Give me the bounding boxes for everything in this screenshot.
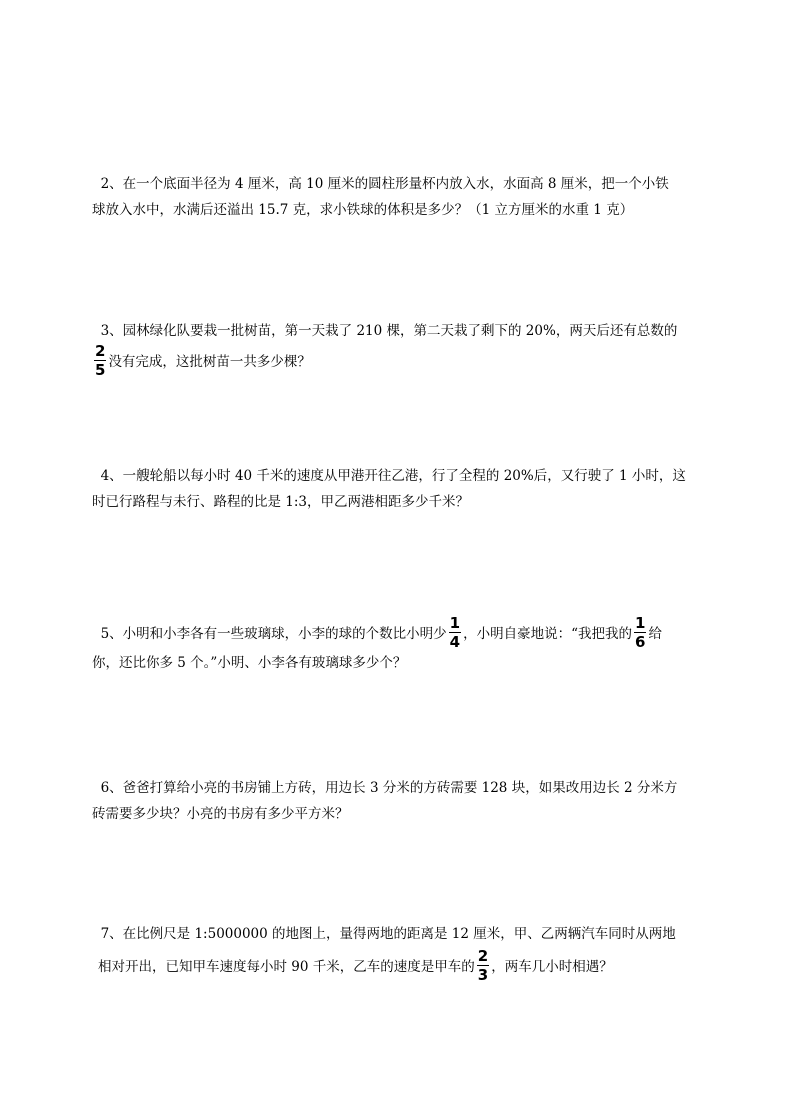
fraction-two-thirds (477, 948, 489, 983)
problem-7-line-2-b: ，两车几小时相遇？ (491, 959, 613, 975)
problem-6 (94, 775, 694, 827)
fraction-one-quarter (449, 615, 461, 650)
problem-5 (94, 614, 694, 680)
problem-3-line-2 (92, 344, 692, 380)
problem-7-line-2 (98, 947, 698, 987)
problem-5-line-1-a: 5、小明和小李各有一些玻璃球，小李的球的个数比小明少 (92, 626, 447, 642)
problem-6-line-2: 砖需要多少块？小亮的书房有多少平方米？ (92, 806, 349, 822)
problem-7-line-2-a: 相对开出，已知甲车速度每小时 90 千米，乙车的速度是甲车的 (98, 959, 475, 975)
problem-4 (94, 463, 694, 515)
problem-2-line-2: 球放入水中，水满后还溢出 15.7 克，求小铁球的体积是多少？（1 立方厘米的水重 1 克） (92, 202, 634, 218)
problem-5-line-1-c: 给 (648, 626, 662, 642)
problem-5-line-2: 你，还比你多 5 个。”小明、小李各有玻璃球多少个？ (92, 655, 407, 671)
fraction-two-fifths (94, 343, 106, 378)
fraction-numerator: 1 (449, 614, 461, 632)
problem-6-line-1: 6、爸爸打算给小亮的书房铺上方砖，用边长 3 分米的方砖需要 128 块，如果改用边长 2 分米方 (92, 780, 678, 796)
problem-3 (94, 318, 694, 380)
fraction-denominator: 4 (449, 633, 461, 651)
problem-4-line-1: 4、一艘轮船以每小时 40 千米的速度从甲港开往乙港，行了全程的 20%后，又行驶了 1 小时，这 (92, 468, 686, 484)
fraction-numerator: 2 (95, 342, 106, 360)
fraction-denominator: 3 (477, 966, 489, 984)
fraction-denominator: 6 (635, 633, 646, 651)
problem-3-line-2-text: 没有完成，这批树苗一共多少棵？ (108, 354, 311, 370)
problem-3-line-1: 3、园林绿化队要栽一批树苗，第一天栽了 210 棵，第二天栽了剩下的 20%，两天后还有总数的 (92, 323, 678, 339)
problem-4-line-2: 时已行路程与未行、路程的比是 1:3，甲乙两港相距多少千米？ (92, 494, 470, 510)
fraction-denominator: 5 (95, 361, 106, 379)
problem-5-line-1-b: ，小明自豪地说：“我把我的 (463, 626, 633, 642)
problem-2-line-1: 2、在一个底面半径为 4 厘米，高 10 厘米的圆柱形量杯内放入水，水面高 8 厘米，把一个小铁 (92, 176, 669, 192)
problem-2 (94, 171, 694, 223)
fraction-numerator: 1 (635, 614, 646, 632)
problem-5-line-1 (92, 614, 692, 654)
problem-7-line-1: 7、在比例尺是 1:5000000 的地图上，量得两地的距离是 12 厘米，甲、乙两辆汽车同时从两地 (92, 926, 676, 942)
fraction-one-sixth (634, 615, 646, 650)
problem-7 (94, 921, 694, 987)
fraction-numerator: 2 (477, 947, 489, 965)
